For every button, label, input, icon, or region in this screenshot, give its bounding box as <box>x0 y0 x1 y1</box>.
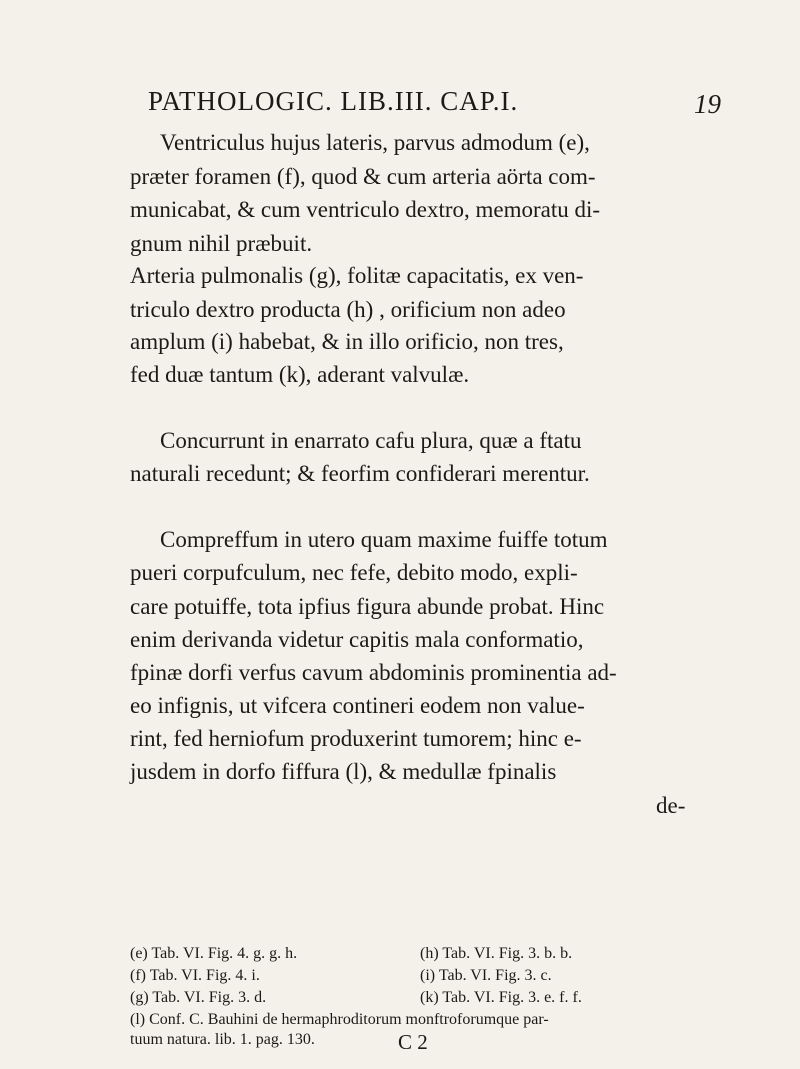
page-number: 19 <box>694 89 721 119</box>
text-line: naturali recedunt; & feorfim confiderari merentur. <box>130 461 590 486</box>
text-line: rint, fed herniofum produxerint tumorem; hinc e- <box>130 726 582 751</box>
text-line: care potuiffe, tota ipfius figura abunde probat. Hinc <box>130 594 605 619</box>
footnote: (e) Tab. VI. Fig. 4. g. g. h. <box>130 945 298 962</box>
footnote: (g) Tab. VI. Fig. 3. d. <box>130 989 267 1006</box>
footnote: (h) Tab. VI. Fig. 3. b. b. <box>420 945 573 962</box>
footnote: (i) Tab. VI. Fig. 3. c. <box>420 967 552 984</box>
footnote: (l) Conf. C. Bauhini de hermaphroditorum monftroforumque par- <box>130 1011 549 1028</box>
text-line: municabat, & cum ventriculo dextro, memoratu di- <box>130 197 601 222</box>
text-line: Compreffum in utero quam maxime fuiffe totum <box>160 527 608 552</box>
text-line: fpinæ dorfi verfus cavum abdominis prominentia ad- <box>130 660 617 685</box>
text-line: triculo dextro producta (h) , orificium non adeo <box>130 297 566 322</box>
text-line: jusdem in dorfo fiffura (l), & medullæ fpinalis <box>130 759 557 784</box>
footnote: (f) Tab. VI. Fig. 4. i. <box>130 967 260 984</box>
catchword: de- <box>656 793 686 818</box>
footnote: (k) Tab. VI. Fig. 3. e. f. f. <box>420 989 582 1006</box>
text-line: Concurrunt in enarrato cafu plura, quæ a ftatu <box>160 428 582 453</box>
text-line: præter foramen (f), quod & cum arteria aörta com- <box>130 164 596 189</box>
text-line: pueri corpufculum, nec fefe, debito modo, expli- <box>130 560 578 585</box>
text-line: gnum nihil præbuit. <box>130 231 313 256</box>
text-line: fed duæ tantum (k), aderant valvulæ. <box>130 362 470 387</box>
running-header: PATHOLOGIC. LIB.III. CAP.I. <box>148 86 519 116</box>
text-line: Ventriculus hujus lateris, parvus admodum (e), <box>160 130 590 155</box>
text-line: eo infignis, ut vifcera contineri eodem non value- <box>130 693 585 718</box>
text-line: amplum (i) habebat, & in illo orificio, non tres, <box>130 329 564 354</box>
signature-mark: C 2 <box>398 1030 428 1054</box>
text-line: Arteria pulmonalis (g), folitæ capacitatis, ex ven- <box>130 263 584 288</box>
footnote: tuum natura. lib. 1. pag. 130. <box>130 1031 315 1048</box>
text-line: enim derivanda videtur capitis mala conformatio, <box>130 627 584 652</box>
